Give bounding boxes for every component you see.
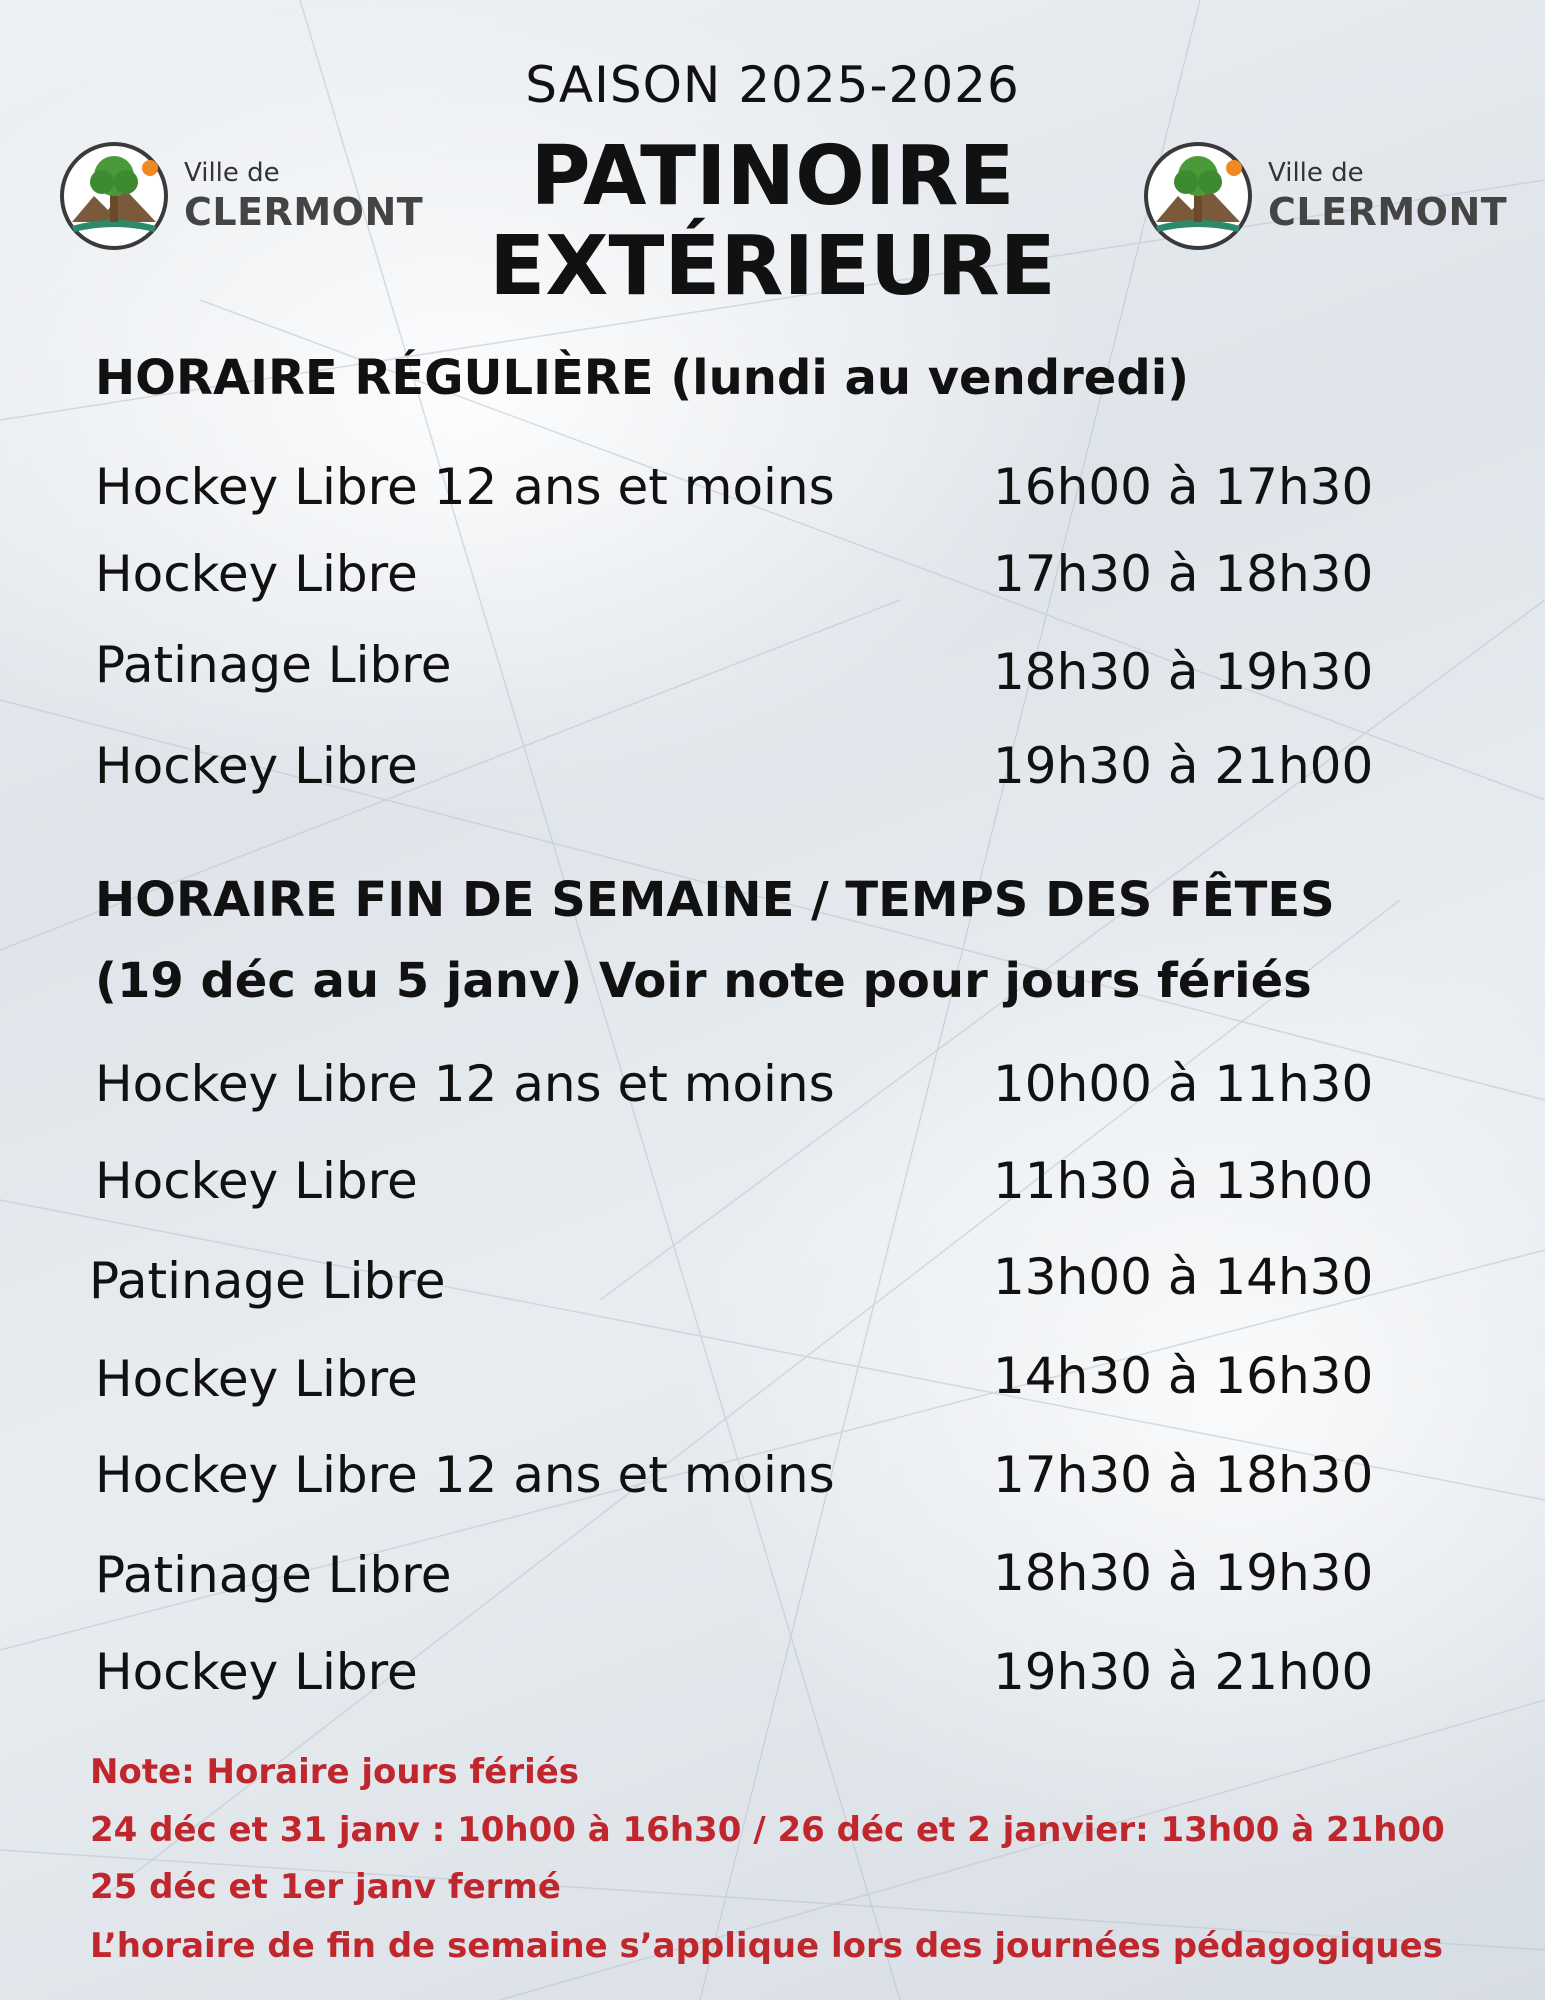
logo-text-clermont: CLERMONT [1268,190,1508,234]
schedule-activity: Hockey Libre [95,1152,418,1210]
weekend-schedule-subheading: (19 déc au 5 janv) Voir note pour jours fériés [95,953,1312,1009]
schedule-activity: Patinage Libre [95,1546,452,1604]
weekend-schedule-heading: HORAIRE FIN DE SEMAINE / TEMPS DES FÊTES [95,872,1335,928]
schedule-time: 11h30 à 13h00 [993,1152,1374,1210]
schedule-time: 10h00 à 11h30 [993,1055,1374,1113]
schedule-activity: Hockey Libre [95,1350,418,1408]
schedule-time: 18h30 à 19h30 [993,643,1374,701]
schedule-time: 19h30 à 21h00 [993,737,1374,795]
holiday-note-line: 25 déc et 1er janv fermé [90,1867,561,1907]
town-logo-tree-icon [58,140,170,252]
page-title-line2: EXTÉRIEURE [489,219,1056,314]
schedule-activity: Hockey Libre [95,1643,418,1701]
schedule-time: 17h30 à 18h30 [993,545,1374,603]
schedule-time: 13h00 à 14h30 [993,1248,1374,1306]
schedule-activity: Hockey Libre 12 ans et moins [95,458,835,516]
season-label: SAISON 2025-2026 [525,56,1020,114]
schedule-activity: Hockey Libre [95,545,418,603]
schedule-time: 14h30 à 16h30 [993,1347,1374,1405]
regular-schedule-heading: HORAIRE RÉGULIÈRE (lundi au vendredi) [95,350,1190,406]
city-logo-right [1142,136,1522,256]
schedule-time: 16h00 à 17h30 [993,458,1374,516]
holiday-note-line: 24 déc et 31 janv : 10h00 à 16h30 / 26 déc et 2 janvier: 13h00 à 21h00 [90,1810,1445,1850]
logo-text-clermont: CLERMONT [184,190,424,234]
schedule-time: 18h30 à 19h30 [993,1544,1374,1602]
schedule-activity: Patinage Libre [95,636,452,694]
page-title-line1: PATINOIRE [530,129,1015,224]
holiday-note-title: Note: Horaire jours fériés [90,1752,580,1792]
schedule-time: 17h30 à 18h30 [993,1446,1374,1504]
schedule-activity: Hockey Libre 12 ans et moins [95,1055,835,1113]
schedule-activity: Hockey Libre 12 ans et moins [95,1446,835,1504]
logo-text-ville: Ville de [184,158,280,188]
schedule-activity: Patinage Libre [89,1252,446,1310]
logo-text-ville: Ville de [1268,158,1364,188]
holiday-note-line: L’horaire de fin de semaine s’applique lors des journées pédagogiques [90,1926,1443,1966]
town-logo-tree-icon [1142,140,1254,252]
schedule-time: 19h30 à 21h00 [993,1643,1374,1701]
city-logo-left [58,136,438,256]
schedule-activity: Hockey Libre [95,737,418,795]
